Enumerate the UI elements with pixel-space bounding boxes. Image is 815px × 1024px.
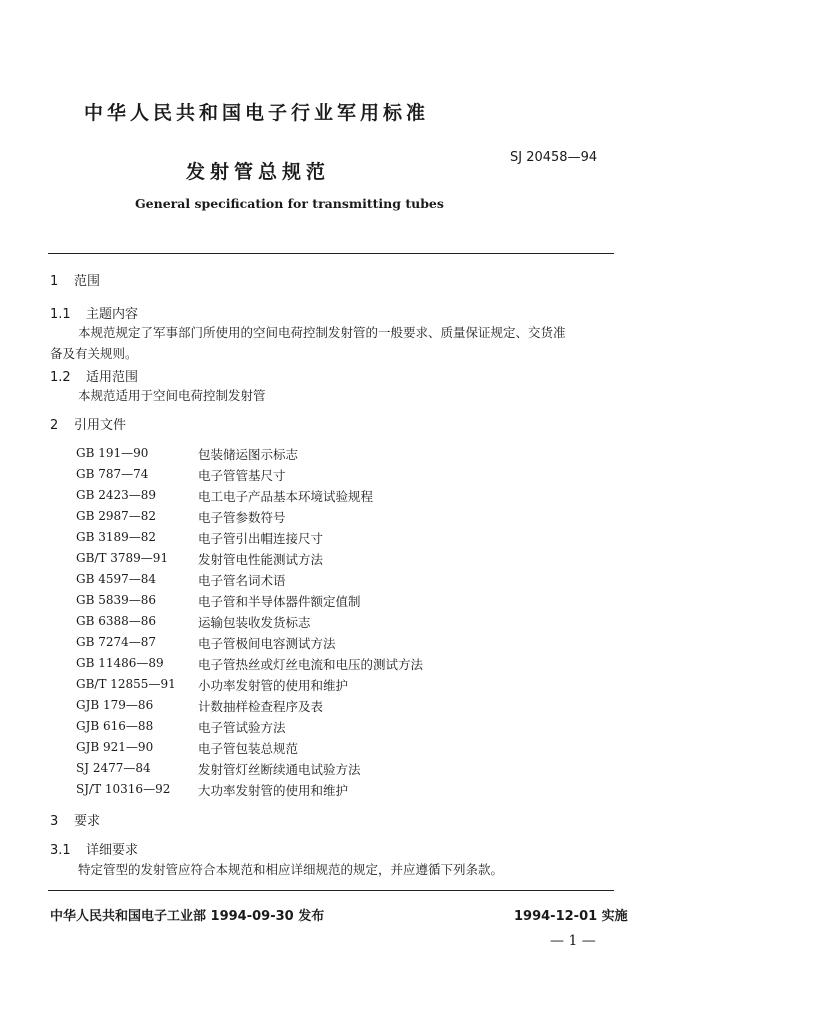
reference-code: SJ 2477—84: [76, 761, 151, 775]
reference-code: GB 4597—84: [76, 572, 157, 586]
reference-title: 发射管电性能测试方法: [198, 552, 324, 567]
reference-code: GB/T 12855—91: [76, 677, 176, 691]
org-title: 中华人民共和国电子行业军用标准: [84, 102, 430, 124]
english-title: General specification for transmitting tubes: [135, 196, 444, 211]
reference-title: 电子管热丝或灯丝电流和电压的测试方法: [198, 657, 424, 672]
page-number: — 1 —: [550, 933, 596, 949]
reference-title: 电工电子产品基本环境试验规程: [198, 489, 374, 504]
section-title: 主题内容: [86, 307, 139, 322]
section-1-2-body: 本规范适用于空间电荷控制发射管: [78, 388, 266, 403]
reference-title: 计数抽样检查程序及表: [198, 699, 324, 714]
section-3-1-body: 特定管型的发射管应符合本规范和相应详细规范的规定，并应遵循下列条款。: [78, 862, 504, 877]
section-title: 详细要求: [86, 843, 139, 858]
reference-code: GJB 921—90: [76, 740, 154, 754]
section-number: 2: [50, 418, 59, 433]
reference-title: 电子管和半导体器件额定值制: [198, 594, 361, 609]
reference-title: 电子管名词术语: [198, 573, 286, 588]
reference-title: 包装储运图示标志: [198, 447, 299, 462]
issue-statement: 中华人民共和国电子工业部 1994-09-30 发布: [50, 909, 325, 924]
doc-title: 发射管总规范: [186, 161, 331, 183]
section-title: 范围: [74, 274, 101, 289]
section-1-heading: [50, 270, 100, 289]
section-number: 1: [50, 274, 59, 289]
standard-number: SJ 20458—94: [510, 150, 598, 165]
reference-code: GJB 616—88: [76, 719, 154, 733]
bottom-divider: [48, 890, 614, 891]
reference-title: 大功率发射管的使用和维护: [198, 783, 349, 798]
reference-title: 小功率发射管的使用和维护: [198, 678, 349, 693]
top-divider: [48, 253, 614, 254]
reference-code: GB 191—90: [76, 446, 149, 460]
section-1-1-body-line2: 备及有关规则。: [50, 346, 138, 361]
reference-code: GB 7274—87: [76, 635, 157, 649]
reference-code: GB/T 3789—91: [76, 551, 169, 565]
reference-title: 电子管试验方法: [198, 720, 286, 735]
reference-title: 电子管极间电容测试方法: [198, 636, 336, 651]
section-number: 1.2: [50, 370, 71, 385]
section-3-heading: [50, 810, 100, 829]
reference-title: 电子管引出帽连接尺寸: [198, 531, 324, 546]
reference-code: GB 2987—82: [76, 509, 157, 523]
section-1-1-body-line1: 本规范规定了军事部门所使用的空间电荷控制发射管的一般要求、质量保证规定、交货准: [78, 325, 566, 340]
section-title: 要求: [74, 814, 101, 829]
reference-title: 发射管灯丝断续通电试验方法: [198, 762, 361, 777]
reference-code: GB 787—74: [76, 467, 149, 481]
section-2-heading: [50, 414, 126, 433]
reference-code: GB 3189—82: [76, 530, 157, 544]
reference-code: SJ/T 10316—92: [76, 782, 171, 796]
reference-title: 电子管管基尺寸: [198, 468, 286, 483]
section-1-1-heading: [50, 303, 138, 322]
section-number: 1.1: [50, 307, 71, 322]
reference-code: GB 11486—89: [76, 656, 164, 670]
reference-code: GB 6388—86: [76, 614, 157, 628]
reference-code: GJB 179—86: [76, 698, 154, 712]
reference-code: GB 5839—86: [76, 593, 157, 607]
reference-title: 运输包装收发货标志: [198, 615, 311, 630]
section-number: 3.1: [50, 843, 71, 858]
effective-date: 1994-12-01 实施: [514, 909, 628, 924]
section-title: 适用范围: [86, 370, 139, 385]
reference-title: 电子管包装总规范: [198, 741, 299, 756]
reference-code: GB 2423—89: [76, 488, 157, 502]
section-3-1-heading: [50, 839, 138, 858]
section-1-2-heading: [50, 366, 138, 385]
section-title: 引用文件: [74, 418, 127, 433]
reference-title: 电子管参数符号: [198, 510, 286, 525]
section-number: 3: [50, 814, 59, 829]
